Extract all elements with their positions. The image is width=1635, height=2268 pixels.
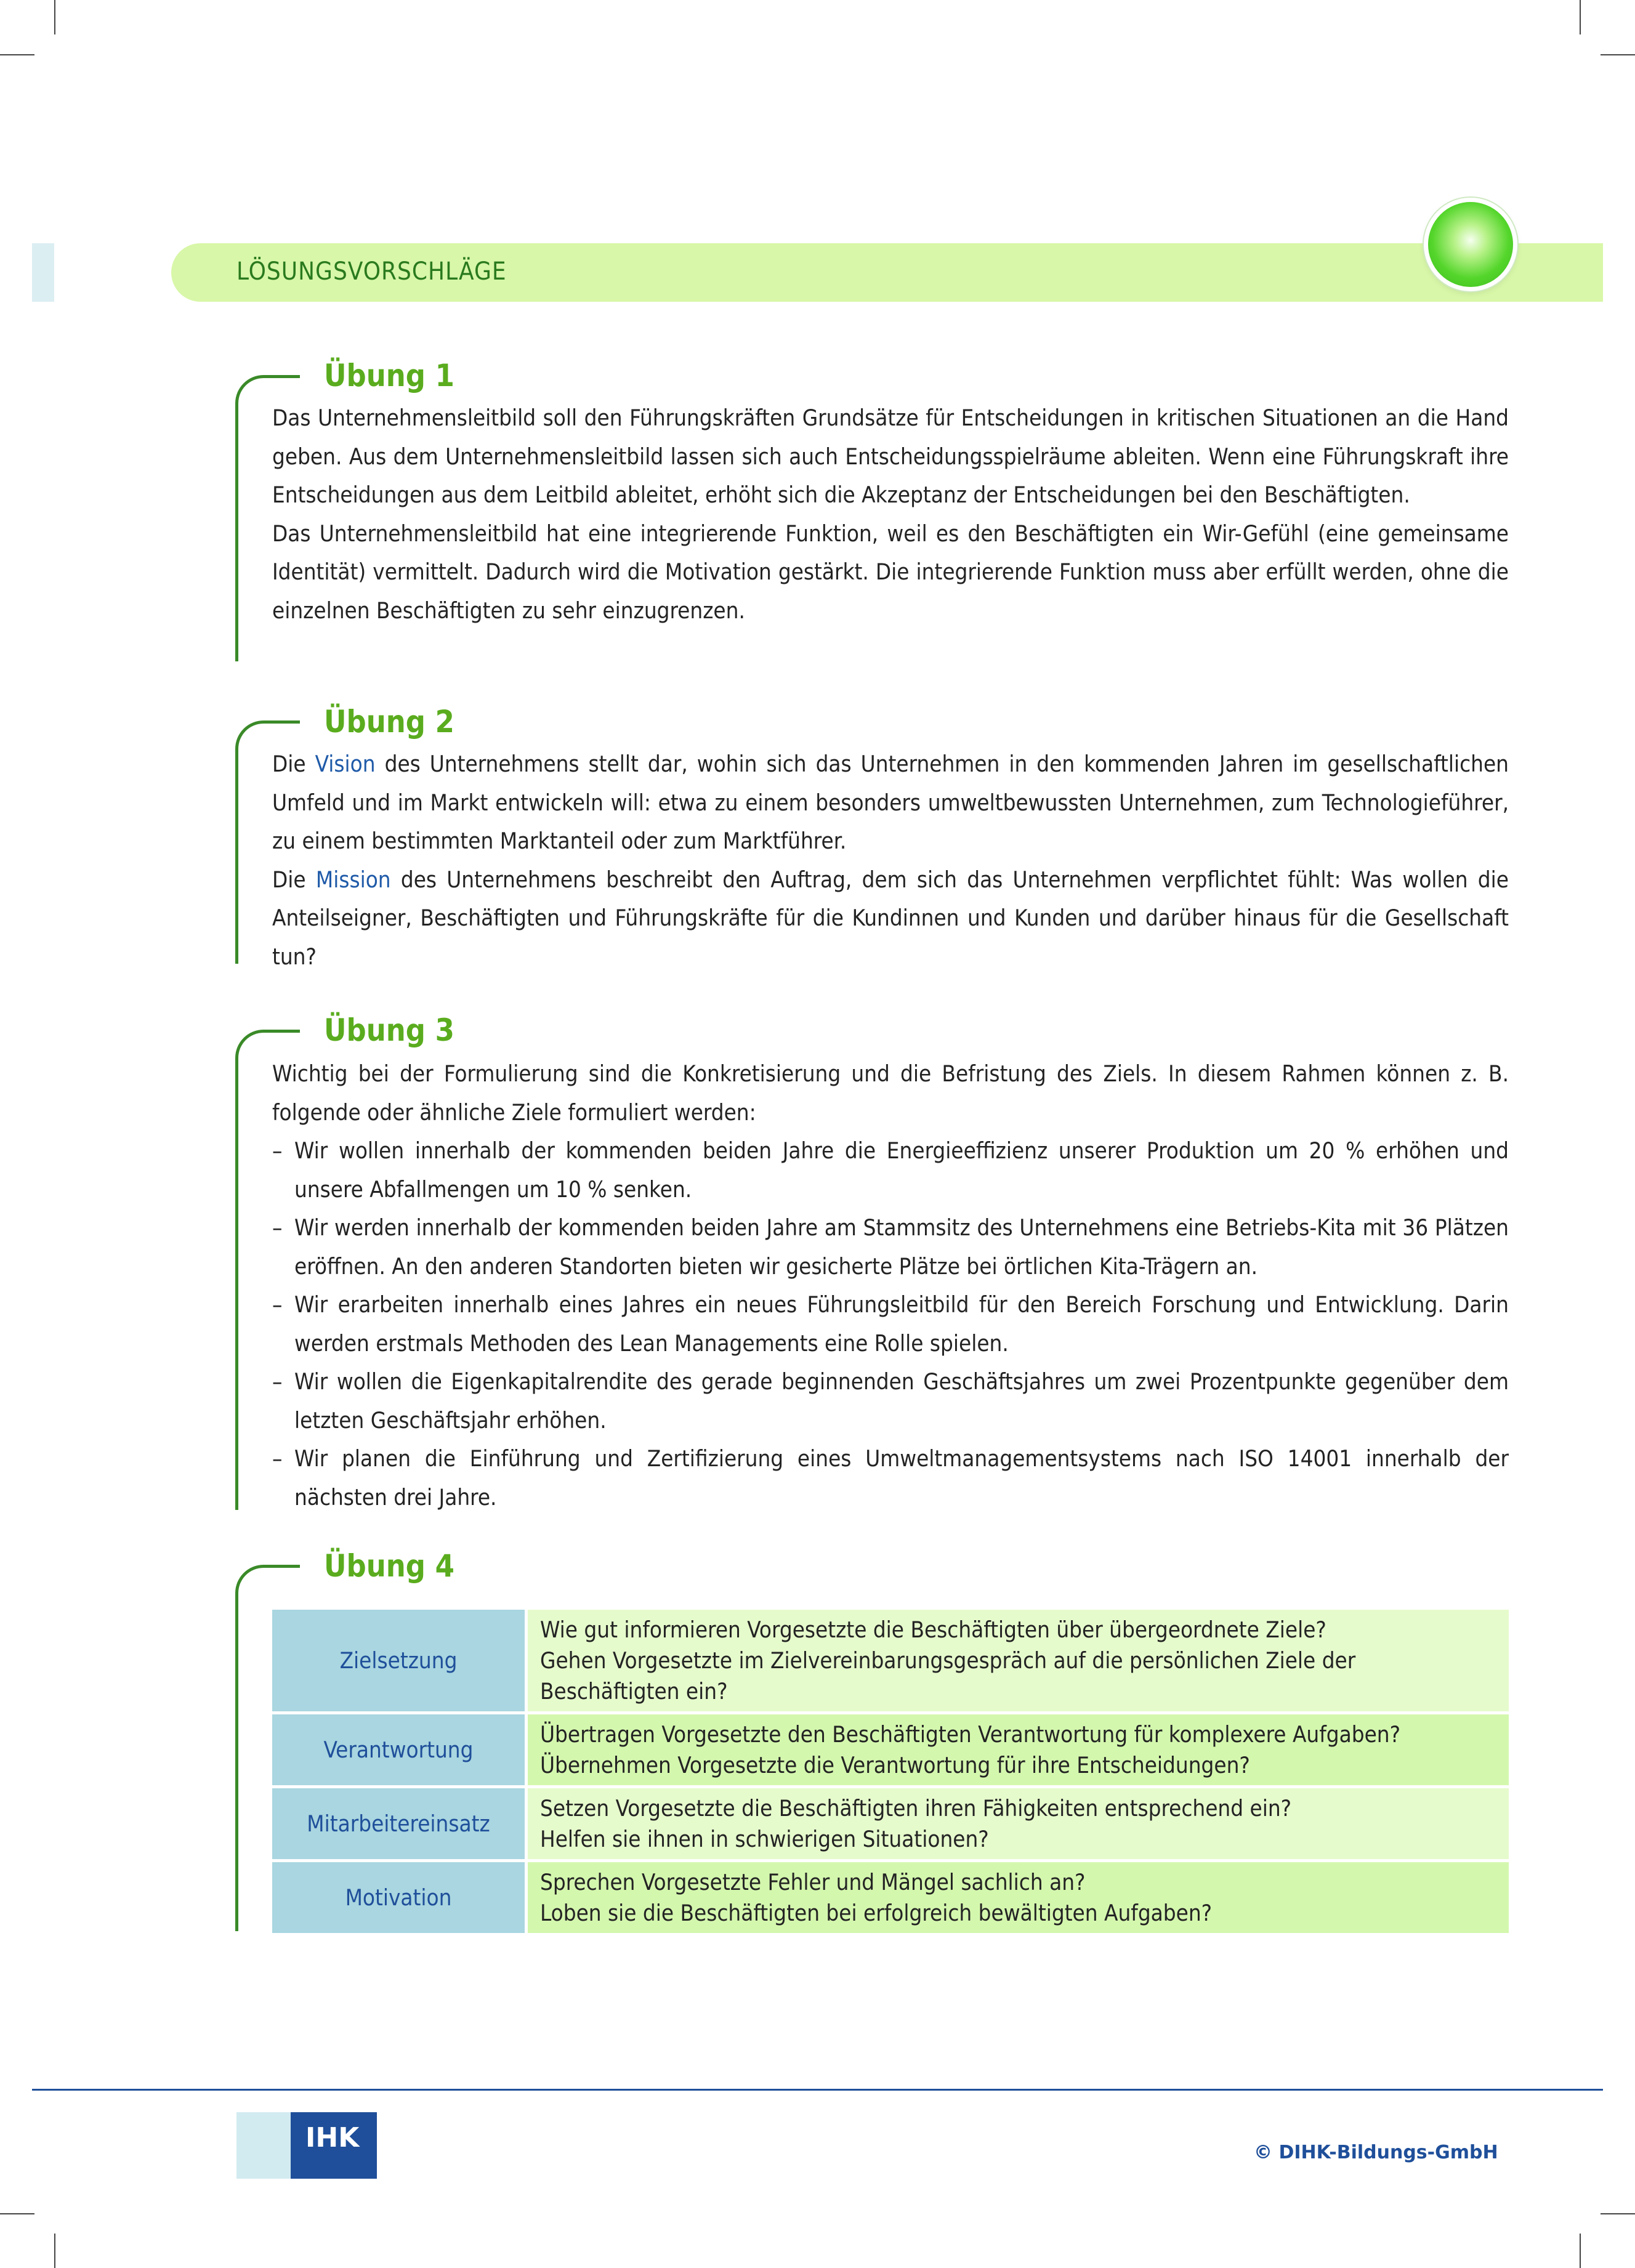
leadership-criteria-table [272, 1607, 1509, 1936]
table-row [272, 1862, 1509, 1933]
crop-mark [54, 2234, 55, 2268]
exercise-3-title: Übung 3 [324, 1012, 454, 1048]
table-row [272, 1788, 1509, 1859]
crop-mark [1601, 2213, 1635, 2214]
text-fragment: des Unternehmens beschreibt den Auftrag, dem sich das Unternehmen verpflichtet fühlt: Was wollen die Anteilseigner, Beschäftigten und Führungskräfte für die Kundinnen und Kunden und darüber hinaus für die Gesellschaft tun? [272, 866, 1509, 970]
exercise-2-text [272, 745, 1509, 976]
exercise-1-title: Übung 1 [324, 358, 454, 393]
crop-mark [1580, 2234, 1581, 2268]
row-line: Loben sie die Beschäftigten bei erfolgreich bewältigten Aufgaben? [540, 1899, 1213, 1926]
exercise-3-text [272, 1055, 1509, 1517]
list-item: – Wir wollen innerhalb der kommenden beiden Jahre die Energieeffizienz unserer Produktion um 20 % erhöhen und unsere Abfallmengen um 10 % senken. [272, 1132, 1509, 1209]
row-line: Wie gut informieren Vorgesetzte die Beschäftigten über übergeordnete Ziele? [540, 1616, 1326, 1643]
exercise-3-intro: Wichtig bei der Formulierung sind die Konkretisierung und die Befristung des Ziels. In diesem Rahmen können z. B. folgende oder ähnliche Ziele formuliert werden: [272, 1060, 1509, 1126]
table-row [272, 1610, 1509, 1711]
list-item: – Wir wollen die Eigenkapitalrendite des gerade beginnenden Geschäftsjahres um zwei Prozentpunkte gegenüber dem letzten Geschäftsjahr erhöhen. [272, 1363, 1509, 1440]
exercise-2-title: Übung 2 [324, 704, 454, 740]
row-text [528, 1788, 1509, 1859]
text-fragment: des Unternehmens stellt dar, wohin sich das Unternehmen in den kommenden Jahren im gesellschaftlichen Umfeld und im Markt entwickeln will: etwa zu einem besonders umweltbewussten Unternehmen, zum Technologieführer, zu einem bestimmten Marktanteil oder zum Marktführer. [272, 751, 1509, 854]
exercise-1-paragraph: Das Unternehmensleitbild soll den Führungskräften Grundsätze für Entscheidungen in kritischen Situationen an die Hand geben. Aus dem Unternehmensleitbild lassen sich auch Entscheidungsspielräume ableiten. Wenn eine Führungskraft ihre Entscheidungen aus dem Leitbild ableitet, erhöht sich die Akzeptanz der Entscheidungen bei den Beschäftigten. [272, 405, 1509, 508]
section-title: LÖSUNGSVORSCHLÄGE [236, 257, 507, 286]
text-fragment: Die [272, 866, 306, 893]
copyright-notice: © DIHK-Bildungs-GmbH [1254, 2142, 1498, 2163]
list-item: – Wir werden innerhalb der kommenden beiden Jahre am Stammsitz des Unternehmens eine Betriebs-Kita mit 36 Plätzen eröffnen. An den anderen Standorten bieten wir gesicherte Plätze bei örtlichen Kita-Trägern an. [272, 1209, 1509, 1286]
row-text [528, 1862, 1509, 1933]
goal-list [272, 1132, 1509, 1517]
list-item: – Wir planen die Einführung und Zertifizierung eines Umweltmanagementsystems nach ISO 14001 innerhalb der nächsten drei Jahre. [272, 1440, 1509, 1517]
row-line: Übertragen Vorgesetzte den Beschäftigten Verantwortung für komplexere Aufgaben? [540, 1721, 1401, 1748]
ihk-logo [236, 2112, 377, 2179]
exercise-1-text [272, 399, 1509, 630]
row-text [528, 1714, 1509, 1785]
row-line: Helfen sie ihnen in schwierigen Situationen? [540, 1825, 989, 1852]
crop-mark [0, 54, 34, 55]
row-line: Übernehmen Vorgesetzte die Verantwortung für ihre Entscheidungen? [540, 1751, 1250, 1778]
crop-mark [54, 0, 55, 34]
keyword-mission: Mission [315, 866, 391, 893]
footer-divider [32, 2089, 1603, 2091]
crop-mark [0, 2213, 34, 2214]
row-line: Gehen Vorgesetzte im Zielvereinbarungsgespräch auf die persönlichen Ziele der Beschäftigten ein? [540, 1647, 1356, 1705]
list-item: – Wir erarbeiten innerhalb eines Jahres ein neues Führungsleitbild für den Bereich Forschung und Entwicklung. Darin werden erstmals Methoden des Lean Managements eine Rolle spielen. [272, 1286, 1509, 1363]
crop-mark [1601, 54, 1635, 55]
crop-mark [1580, 0, 1581, 34]
text-fragment: Die [272, 751, 306, 777]
row-label: Verantwortung [272, 1714, 528, 1785]
row-label: Mitarbeitereinsatz [272, 1788, 528, 1859]
green-orb-icon [1424, 198, 1517, 291]
header-accent-bar [32, 243, 54, 302]
logo-text: IHK [305, 2122, 360, 2153]
vision-paragraph [272, 745, 1509, 861]
row-label: Motivation [272, 1862, 528, 1933]
table-row [272, 1714, 1509, 1785]
row-text [528, 1610, 1509, 1711]
keyword-vision: Vision [315, 751, 376, 777]
row-line: Setzen Vorgesetzte die Beschäftigten ihren Fähigkeiten entsprechend ein? [540, 1794, 1292, 1822]
exercise-1-paragraph: Das Unternehmensleitbild hat eine integrierende Funktion, weil es den Beschäftigten ein Wir-Gefühl (eine gemeinsame Identität) vermittelt. Dadurch wird die Motivation gestärkt. Die integrierende Funktion muss aber erfüllt werden, ohne die einzelnen Beschäftigten zu sehr einzugrenzen. [272, 520, 1509, 624]
row-line: Sprechen Vorgesetzte Fehler und Mängel sachlich an? [540, 1868, 1086, 1895]
exercise-4-title: Übung 4 [324, 1548, 454, 1584]
row-label: Zielsetzung [272, 1610, 528, 1711]
mission-paragraph [272, 861, 1509, 977]
